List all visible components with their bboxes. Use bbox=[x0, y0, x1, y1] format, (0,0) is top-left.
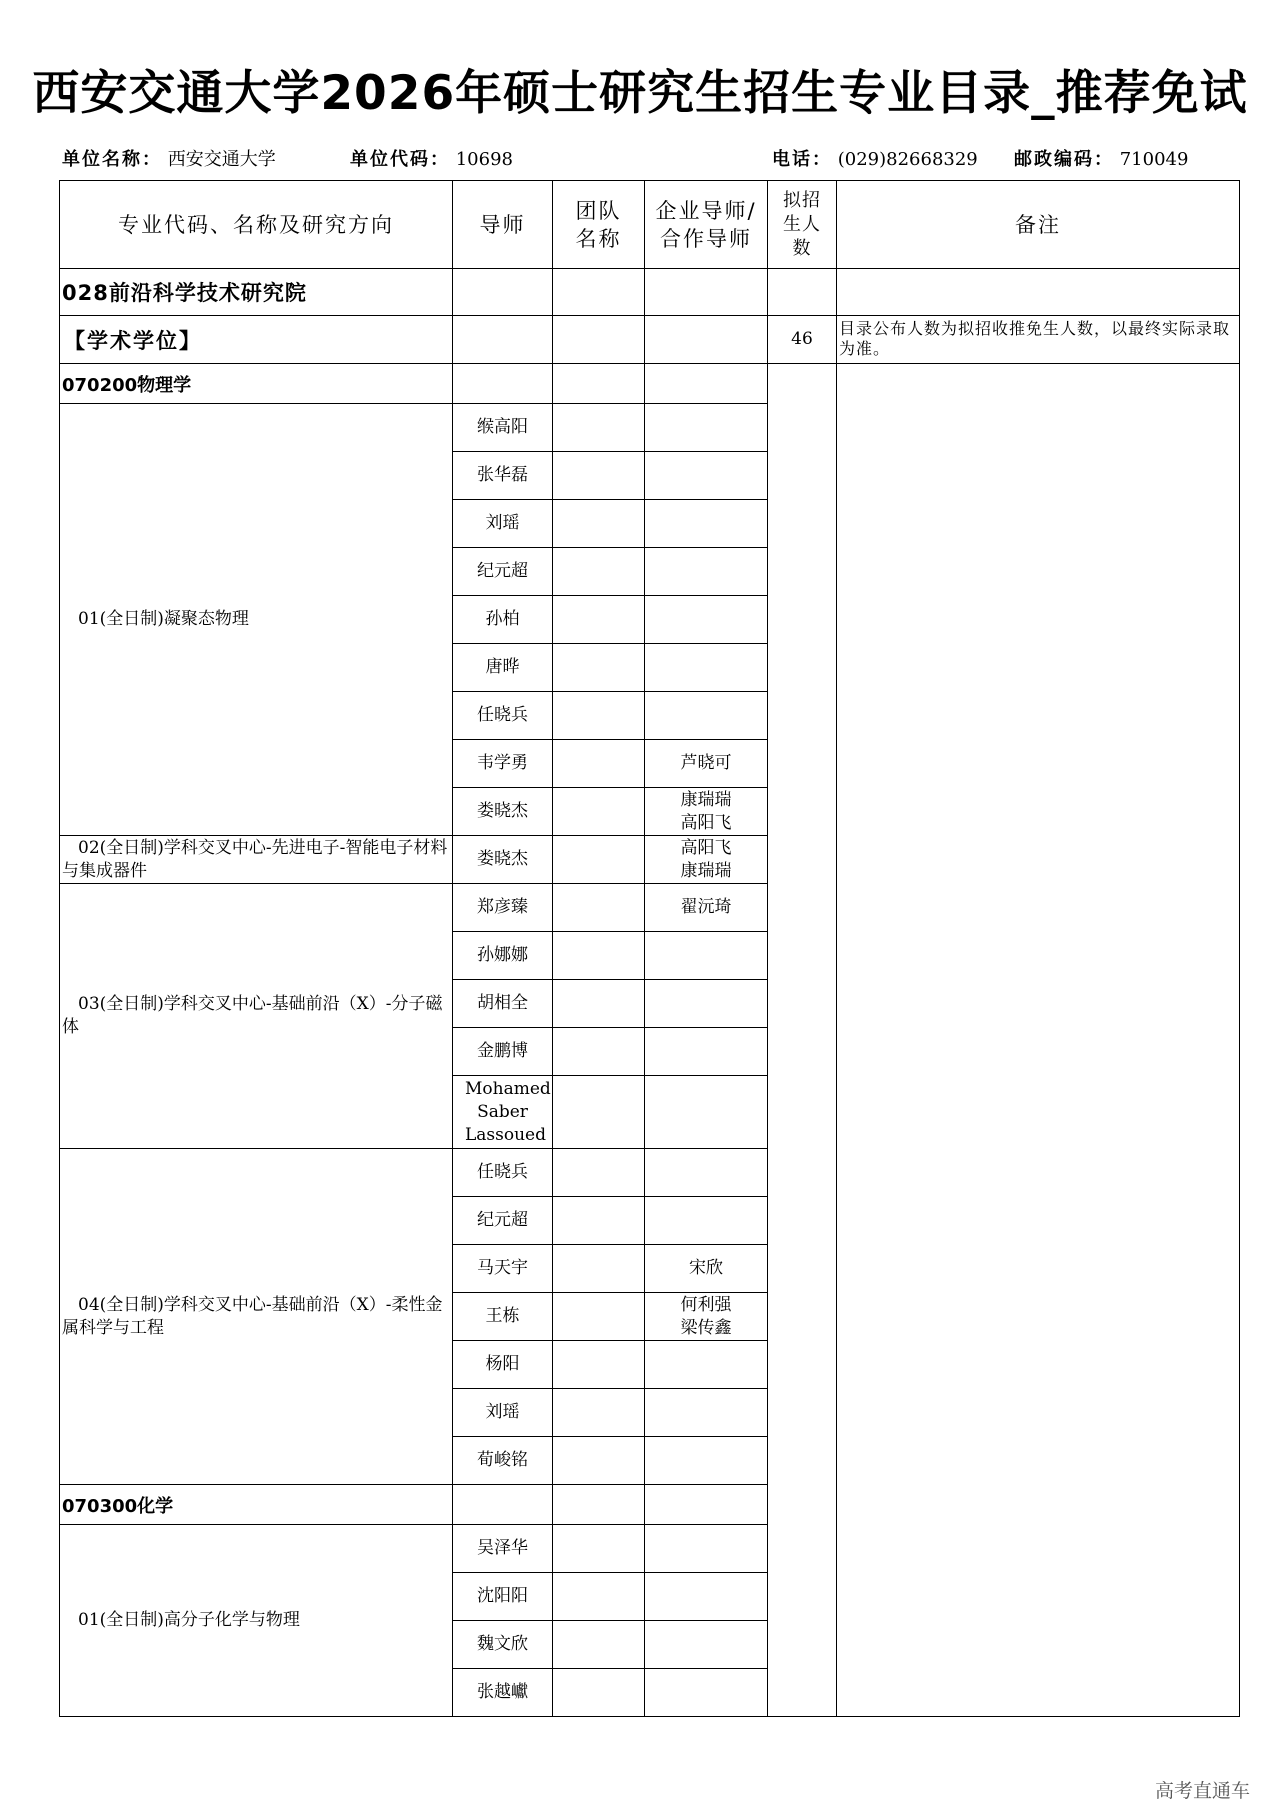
partner-cell bbox=[645, 1669, 768, 1717]
team-cell bbox=[553, 500, 645, 548]
mentor-cell bbox=[453, 1437, 553, 1485]
header-team: 团队名称 bbox=[553, 181, 645, 269]
unit-code bbox=[350, 145, 513, 171]
degree-cell: 【学术学位】 bbox=[60, 316, 453, 364]
team-cell bbox=[553, 740, 645, 788]
header-mentor: 导师 bbox=[453, 181, 553, 269]
direction-name: 04(全日制)学科交叉中心-基础前沿（X）-柔性金属科学与工程 bbox=[62, 1294, 443, 1338]
partner-cell bbox=[645, 1341, 768, 1389]
team-cell bbox=[553, 452, 645, 500]
team-cell bbox=[553, 1076, 645, 1149]
empty-cell bbox=[453, 316, 553, 364]
empty-cell bbox=[553, 364, 645, 404]
partner-cell bbox=[645, 1293, 768, 1341]
partner-cell bbox=[645, 692, 768, 740]
partner-cell bbox=[645, 788, 768, 836]
mentor-name: 唐晔 bbox=[485, 657, 520, 677]
mentor-cell bbox=[453, 452, 553, 500]
mentor-cell bbox=[453, 1197, 553, 1245]
mentor-name: 孙柏 bbox=[485, 609, 520, 629]
empty-cell bbox=[553, 316, 645, 364]
header-row bbox=[60, 181, 1240, 269]
partner-cell bbox=[645, 548, 768, 596]
mentor-name: 沈阳阳 bbox=[477, 1586, 528, 1606]
mentor-cell bbox=[453, 1028, 553, 1076]
mentor-cell bbox=[453, 788, 553, 836]
mentor-name: 郑彦臻 bbox=[477, 897, 528, 917]
mentor-name: 张华磊 bbox=[477, 465, 528, 485]
team-cell bbox=[553, 1573, 645, 1621]
team-cell bbox=[553, 644, 645, 692]
mentor-name: 缑高阳 bbox=[477, 417, 528, 437]
page-title: 西安交通大学2026年硕士研究生招生专业目录_推荐免试 bbox=[32, 66, 1248, 121]
mentor-cell bbox=[453, 884, 553, 932]
mentor-cell bbox=[453, 500, 553, 548]
partner-cell bbox=[645, 596, 768, 644]
unit-name-label: 单位名称： bbox=[62, 149, 162, 170]
mentor-cell bbox=[453, 1076, 553, 1149]
mentor-name: 魏文欣 bbox=[477, 1634, 528, 1654]
empty-cell bbox=[768, 269, 837, 316]
direction-cell bbox=[60, 884, 453, 1149]
partner-cell bbox=[645, 404, 768, 452]
empty-cell bbox=[837, 269, 1240, 316]
phone bbox=[772, 145, 978, 171]
partner-cell bbox=[645, 452, 768, 500]
mentor-cell bbox=[453, 692, 553, 740]
partner-cell bbox=[645, 1621, 768, 1669]
partner-cell bbox=[645, 1389, 768, 1437]
mentor-name: 刘瑶 bbox=[485, 1402, 520, 1422]
team-cell bbox=[553, 980, 645, 1028]
major-name: 070200物理学 bbox=[60, 364, 453, 404]
postcode-label: 邮政编码： bbox=[1014, 149, 1114, 170]
partner-name: 何利强 bbox=[680, 1294, 732, 1315]
mentor-name: 韦学勇 bbox=[477, 753, 528, 773]
empty-cell bbox=[645, 1485, 768, 1525]
quota-span-cell bbox=[768, 364, 837, 1717]
mentor-name: 娄晓杰 bbox=[477, 849, 528, 869]
team-cell bbox=[553, 596, 645, 644]
partner-cell bbox=[645, 1197, 768, 1245]
empty-cell bbox=[553, 1485, 645, 1525]
mentor-cell bbox=[453, 1389, 553, 1437]
team-cell bbox=[553, 1293, 645, 1341]
team-cell bbox=[553, 404, 645, 452]
mentor-cell bbox=[453, 1621, 553, 1669]
mentor-cell bbox=[453, 1669, 553, 1717]
team-cell bbox=[553, 1669, 645, 1717]
team-cell bbox=[553, 692, 645, 740]
unit-code-label: 单位代码： bbox=[350, 149, 450, 170]
postcode-value: 710049 bbox=[1119, 149, 1189, 170]
phone-label: 电话： bbox=[772, 149, 832, 170]
unit-name bbox=[62, 145, 276, 171]
partner-cell bbox=[645, 980, 768, 1028]
team-cell bbox=[553, 932, 645, 980]
partner-cell bbox=[645, 644, 768, 692]
mentor-cell bbox=[453, 548, 553, 596]
partner-cell bbox=[645, 1437, 768, 1485]
remark-span-cell bbox=[837, 364, 1240, 1717]
mentor-name: 荀峻铭 bbox=[477, 1450, 528, 1470]
empty-cell bbox=[645, 316, 768, 364]
direction-name: 03(全日制)学科交叉中心-基础前沿（X）-分子磁体 bbox=[62, 994, 443, 1037]
direction-name: 01(全日制)高分子化学与物理 bbox=[78, 1610, 300, 1630]
team-cell bbox=[553, 1245, 645, 1293]
mentor-cell bbox=[453, 836, 553, 884]
watermark: 高考直通车 bbox=[1154, 1780, 1250, 1802]
partner-cell bbox=[645, 1149, 768, 1197]
partner-cell bbox=[645, 740, 768, 788]
mentor-cell bbox=[453, 1573, 553, 1621]
team-cell bbox=[553, 1028, 645, 1076]
team-cell bbox=[553, 1525, 645, 1573]
mentor-name: 胡相全 bbox=[477, 993, 528, 1013]
mentor-cell bbox=[453, 1245, 553, 1293]
partner-name: 芦晓可 bbox=[680, 753, 732, 773]
mentor-cell bbox=[453, 1149, 553, 1197]
direction-name: 02(全日制)学科交叉中心-先进电子-智能电子材料与集成器件 bbox=[62, 837, 448, 881]
partner-name: 高阳飞 bbox=[680, 812, 732, 833]
mentor-name: 王栋 bbox=[485, 1306, 520, 1326]
team-cell bbox=[553, 1149, 645, 1197]
partner-name: 康瑞瑞 bbox=[680, 789, 732, 810]
mentor-name: 金鹏博 bbox=[477, 1041, 528, 1061]
mentor-name: 纪元超 bbox=[477, 1210, 528, 1230]
direction-cell bbox=[60, 404, 453, 836]
major-row bbox=[60, 364, 1240, 404]
mentor-name: 张越巘 bbox=[477, 1682, 528, 1702]
mentor-name: 任晓兵 bbox=[477, 705, 528, 725]
degree-row bbox=[60, 316, 1240, 364]
mentor-name: 纪元超 bbox=[477, 561, 528, 581]
remark-cell: 目录公布人数为拟招收推免生人数，以最终实际录取为准。 bbox=[837, 316, 1240, 364]
mentor-cell bbox=[453, 404, 553, 452]
team-cell bbox=[553, 1341, 645, 1389]
partner-cell bbox=[645, 1245, 768, 1293]
partner-cell bbox=[645, 1573, 768, 1621]
empty-cell bbox=[645, 269, 768, 316]
postcode bbox=[1014, 145, 1188, 171]
team-cell bbox=[553, 548, 645, 596]
mentor-cell bbox=[453, 1293, 553, 1341]
catalog-body bbox=[60, 269, 1240, 1717]
college-cell: 028前沿科学技术研究院 bbox=[60, 269, 453, 316]
unit-name-value: 西安交通大学 bbox=[167, 149, 276, 170]
quota-cell: 46 bbox=[768, 316, 837, 364]
mentor-name: 任晓兵 bbox=[477, 1162, 528, 1182]
header-quota: 拟招生人数 bbox=[768, 181, 837, 269]
unit-code-value: 10698 bbox=[455, 149, 513, 170]
team-cell bbox=[553, 884, 645, 932]
empty-cell bbox=[453, 364, 553, 404]
team-cell bbox=[553, 1621, 645, 1669]
empty-cell bbox=[553, 269, 645, 316]
mentor-name: 娄晓杰 bbox=[477, 801, 528, 821]
mentor-cell bbox=[453, 980, 553, 1028]
college-row bbox=[60, 269, 1240, 316]
direction-name: 01(全日制)凝聚态物理 bbox=[78, 609, 249, 629]
mentor-name: 刘瑶 bbox=[485, 513, 520, 533]
direction-cell bbox=[60, 1149, 453, 1485]
mentor-name: 马天宇 bbox=[477, 1258, 528, 1278]
team-cell bbox=[553, 1197, 645, 1245]
mentor-cell bbox=[453, 1525, 553, 1573]
team-cell bbox=[553, 1389, 645, 1437]
mentor-cell bbox=[453, 644, 553, 692]
major-name: 070300化学 bbox=[60, 1485, 453, 1525]
partner-name: 高阳飞 bbox=[680, 837, 732, 858]
partner-cell bbox=[645, 1028, 768, 1076]
partner-cell bbox=[645, 1525, 768, 1573]
mentor-cell bbox=[453, 932, 553, 980]
partner-cell bbox=[645, 932, 768, 980]
mentor-name: 孙娜娜 bbox=[477, 945, 528, 965]
mentor-name: Mohamed Saber Lassoued bbox=[465, 1078, 551, 1145]
partner-cell bbox=[645, 884, 768, 932]
header-major: 专业代码、名称及研究方向 bbox=[60, 181, 453, 269]
mentor-name: 杨阳 bbox=[485, 1354, 520, 1374]
mentor-cell bbox=[453, 1341, 553, 1389]
catalog-table bbox=[59, 180, 1240, 1717]
partner-name: 梁传鑫 bbox=[680, 1317, 732, 1338]
header-remark: 备注 bbox=[837, 181, 1240, 269]
team-cell bbox=[553, 1437, 645, 1485]
mentor-cell bbox=[453, 596, 553, 644]
partner-cell bbox=[645, 836, 768, 884]
empty-cell bbox=[645, 364, 768, 404]
mentor-name: 吴泽华 bbox=[477, 1538, 528, 1558]
partner-cell bbox=[645, 500, 768, 548]
empty-cell bbox=[453, 269, 553, 316]
partner-cell bbox=[645, 1076, 768, 1149]
partner-name: 翟沅琦 bbox=[680, 897, 732, 917]
mentor-cell bbox=[453, 740, 553, 788]
team-cell bbox=[553, 788, 645, 836]
direction-cell bbox=[60, 1525, 453, 1717]
direction-cell bbox=[60, 836, 453, 884]
header-enterprise: 企业导师/合作导师 bbox=[645, 181, 768, 269]
empty-cell bbox=[453, 1485, 553, 1525]
partner-name: 康瑞瑞 bbox=[680, 860, 732, 881]
team-cell bbox=[553, 836, 645, 884]
partner-name: 宋欣 bbox=[689, 1258, 723, 1278]
phone-value: (029)82668329 bbox=[837, 149, 978, 170]
